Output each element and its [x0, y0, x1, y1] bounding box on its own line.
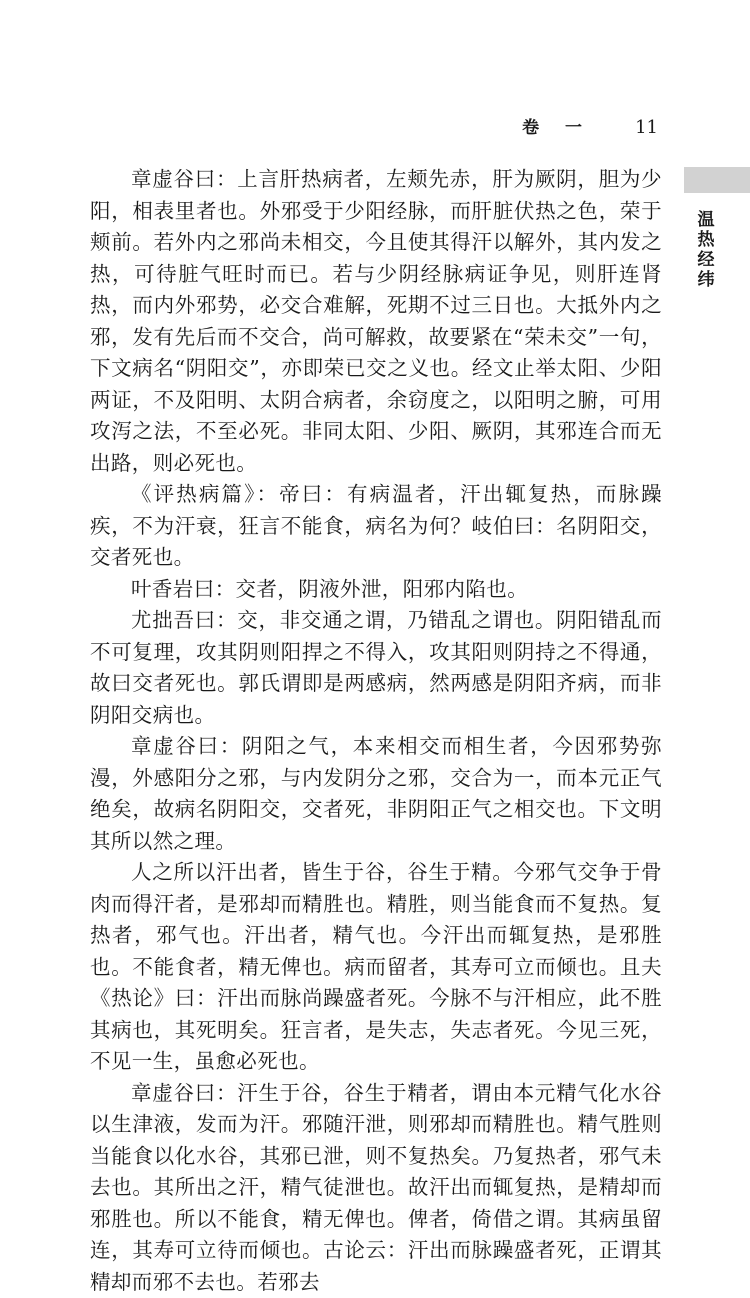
running-header — [90, 116, 658, 144]
paragraph-6: 人之所以汗出者，皆生于谷，谷生于精。今邪气交争于骨肉而得汗者，是邪却而精胜也。精胜，则当能食而不复热。复热者，邪气也。汗出者，精气也。今汗出而辄复热，是邪胜也。不能食者，精无俾也。病而留者，其寿可立而倾也。且夫《热论》曰：汗出而脉尚躁盛者死。今脉不与汗相应，此不胜其病也，其死明矣。狂言者，是失志，失志者死。今见三死，不见一生，虽愈必死也。 — [90, 857, 662, 1078]
paragraph-7: 章虚谷曰：汗生于谷，谷生于精者，谓由本元精气化水谷以生津液，发而为汗。邪随汗泄，则邪却而精胜也。精气胜则当能食以化水谷，其邪已泄，则不复热矣。乃复热者，邪气未去也。其所出之汗，精气徒泄也。故汗出而辄复热，是精却而邪胜也。所以不能食，精无俾也。俾者，倚借之谓。其病虽留连，其寿可立待而倾也。古论云：汗出而脉躁盛者死，正谓其精却而邪不去也。若邪去 — [90, 1078, 662, 1298]
paragraph-4: 尤拙吾曰：交，非交通之谓，乃错乱之谓也。阴阳错乱而不可复理，攻其阴则阳捍之不得入，攻其阳则阴持之不得通，故曰交者死也。郭氏谓即是两感病，然两感是阴阳齐病，而非阴阳交病也。 — [90, 605, 662, 731]
paragraph-3: 叶香岩曰：交者，阴液外泄，阳邪内陷也。 — [90, 574, 662, 606]
chapter-label: 卷 一 — [522, 116, 592, 140]
paragraph-1: 章虚谷曰：上言肝热病者，左颊先赤，肝为厥阴，胆为少阳，相表里者也。外邪受于少阳经脉，而肝脏伏热之色，荣于颊前。若外内之邪尚未相交，今且使其得汗以解外，其内发之热，可待脏气旺时而已。若与少阴经脉病证争见，则肝连肾热，而内外邪势，必交合难解，死期不过三日也。大抵外内之邪，发有先后而不交合，尚可解救，故要紧在“荣未交”一句，下文病名“阴阳交”，亦即荣已交之义也。经文止举太阳、少阳两证，不及阳明、太阴合病者，余窃度之，以阳明之腑，可用攻泻之法，不至必死。非同太阳、少阳、厥阴，其邪连合而无出路，则必死也。 — [90, 164, 662, 479]
paragraph-5: 章虚谷曰：阴阳之气，本来相交而相生者，今因邪势弥漫，外感阳分之邪，与内发阴分之邪，交合为一，而本元正气绝矣，故病名阴阳交，交者死，非阴阳正气之相交也。下文明其所以然之理。 — [90, 731, 662, 857]
paragraph-2: 《评热病篇》：帝曰：有病温者，汗出辄复热，而脉躁疾，不为汗衰，狂言不能食，病名为何？岐伯曰：名阴阳交，交者死也。 — [90, 479, 662, 574]
book-title-vertical: 温热经纬 — [694, 210, 718, 290]
side-thumb-tab — [684, 167, 750, 193]
page-body — [90, 164, 662, 1298]
page-number: 11 — [635, 116, 658, 140]
